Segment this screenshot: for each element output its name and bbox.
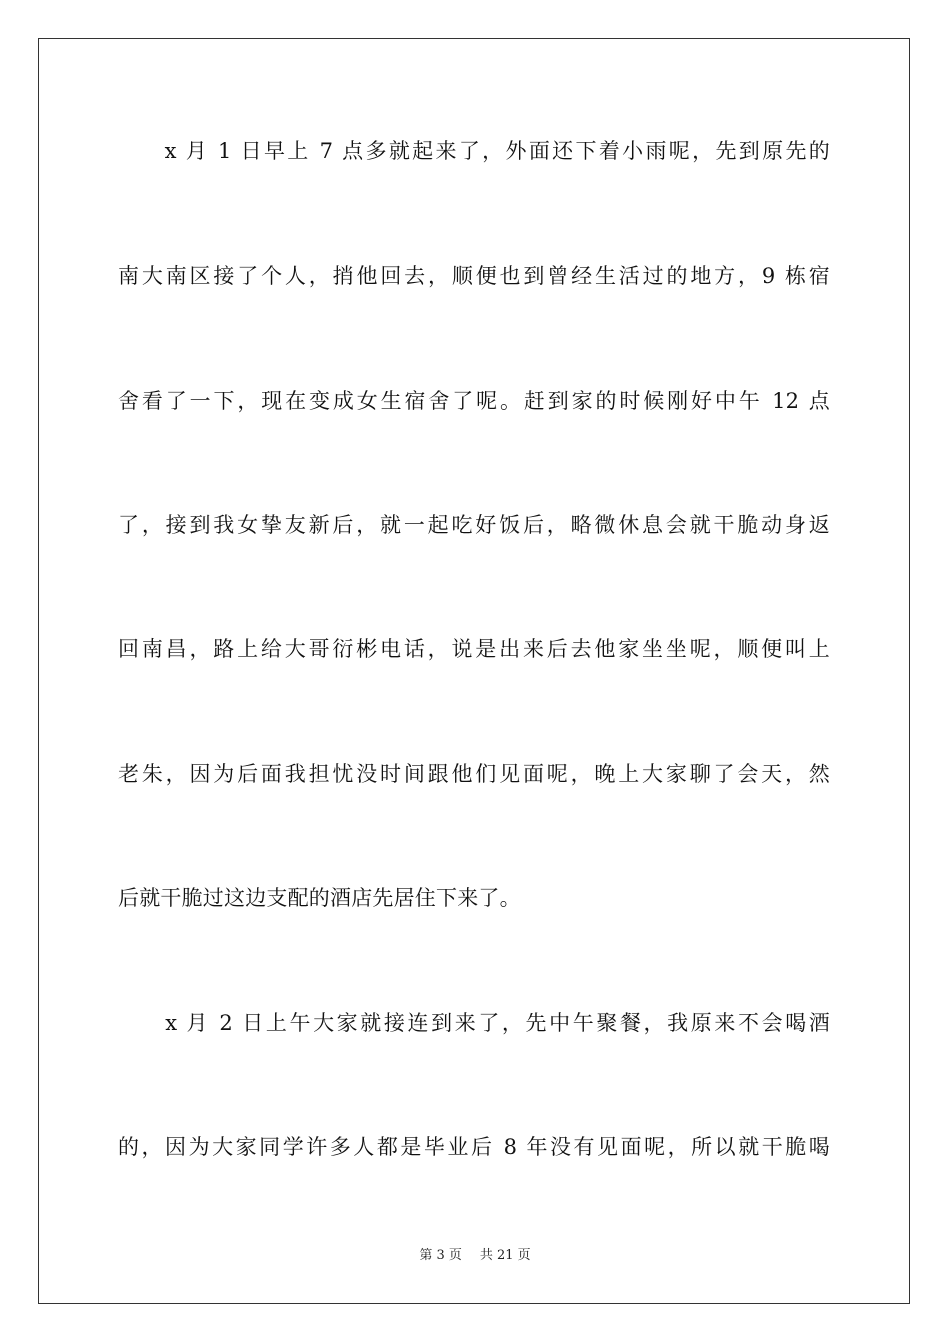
total-pages: 共 21 页: [479, 1248, 531, 1263]
text-line: 的，因为大家同学许多人都是毕业后 8 年没有见面呢，所以就干脆喝: [118, 1135, 830, 1159]
text-line: 老朱，因为后面我担忧没时间跟他们见面呢，晚上大家聊了会天，然: [118, 762, 830, 786]
text-line: 南大南区接了个人，捎他回去，顺便也到曾经生活过的地方，9 栋宿: [118, 264, 830, 288]
text-line: 了，接到我女挚友新后，就一起吃好饭后，略微休息会就干脆动身返: [118, 513, 830, 537]
text-line: x 月 2 日上午大家就接连到来了，先中午聚餐，我原来不会喝酒: [118, 1011, 830, 1035]
text-line: 舍看了一下，现在变成女生宿舍了呢。赶到家的时候刚好中午 12 点: [118, 389, 830, 413]
text-line: 后就干脆过这边支配的酒店先居住下来了。: [118, 886, 521, 910]
page-footer: [0, 1247, 950, 1265]
page-border: [38, 38, 910, 1304]
page-number: 第 3 页: [419, 1248, 462, 1263]
text-line: x 月 1 日早上 7 点多就起来了，外面还下着小雨呢，先到原先的: [118, 139, 830, 163]
text-line: 回南昌，路上给大哥衍彬电话，说是出来后去他家坐坐呢，顺便叫上: [118, 637, 830, 661]
